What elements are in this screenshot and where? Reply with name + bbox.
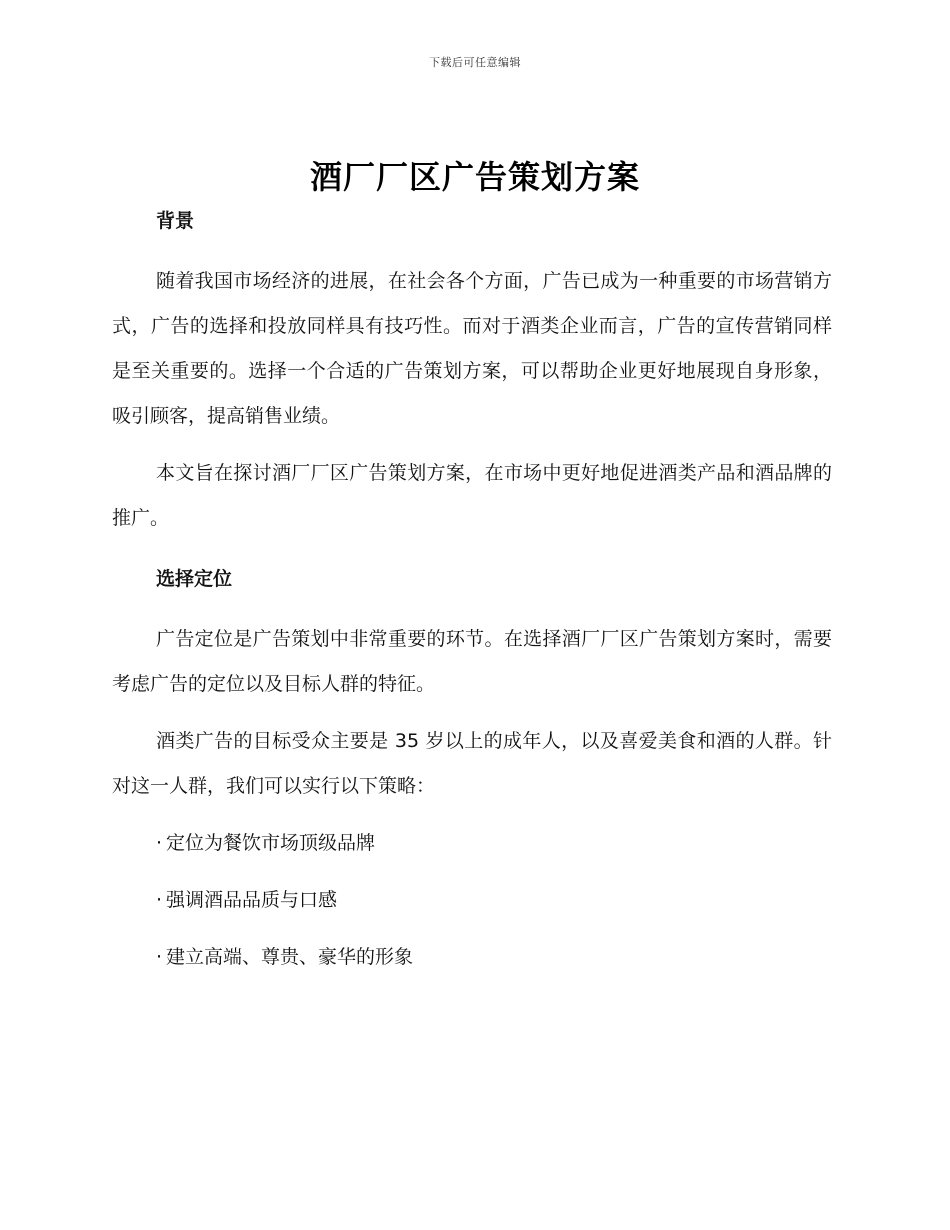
paragraph: 随着我国市场经济的进展，在社会各个方面，广告已成为一种重要的市场营销方式，广告的选择和投放同样具有技巧性。而对于酒类企业而言，广告的宣传营销同样是至关重要的。选择一个合适的广告策划方案，可以帮助企业更好地展现自身形象，吸引顾客，提高销售业绩。 xyxy=(112,270,832,427)
list-item-text: 强调酒品品质与口感 xyxy=(166,889,338,911)
paragraph: 酒类广告的目标受众主要是 35 岁以上的成年人，以及喜爱美食和酒的人群。针对这一人群，我们可以实行以下策略： xyxy=(112,730,832,797)
list-item xyxy=(156,878,832,923)
list-item xyxy=(156,935,832,980)
header-note: 下载后可任意编辑 xyxy=(429,56,521,69)
bullet-marker: · xyxy=(156,832,163,854)
list-item-text: 建立高端、尊贵、豪华的形象 xyxy=(166,946,414,968)
bullet-marker: · xyxy=(156,889,163,911)
strategy-list xyxy=(112,821,832,980)
list-item xyxy=(156,821,832,866)
list-item-text: 定位为餐饮市场顶级品牌 xyxy=(166,832,376,854)
paragraph: 本文旨在探讨酒厂厂区广告策划方案，在市场中更好地促进酒类产品和酒品牌的推广。 xyxy=(112,462,832,529)
section-heading-positioning: 选择定位 xyxy=(156,568,233,590)
bullet-marker: · xyxy=(156,946,163,968)
paragraph: 广告定位是广告策划中非常重要的环节。在选择酒厂厂区广告策划方案时，需要考虑广告的定位以及目标人群的特征。 xyxy=(112,628,832,695)
document-title: 酒厂厂区广告策划方案 xyxy=(309,158,640,196)
document-body xyxy=(112,205,832,992)
section-heading-background: 背景 xyxy=(156,210,195,232)
